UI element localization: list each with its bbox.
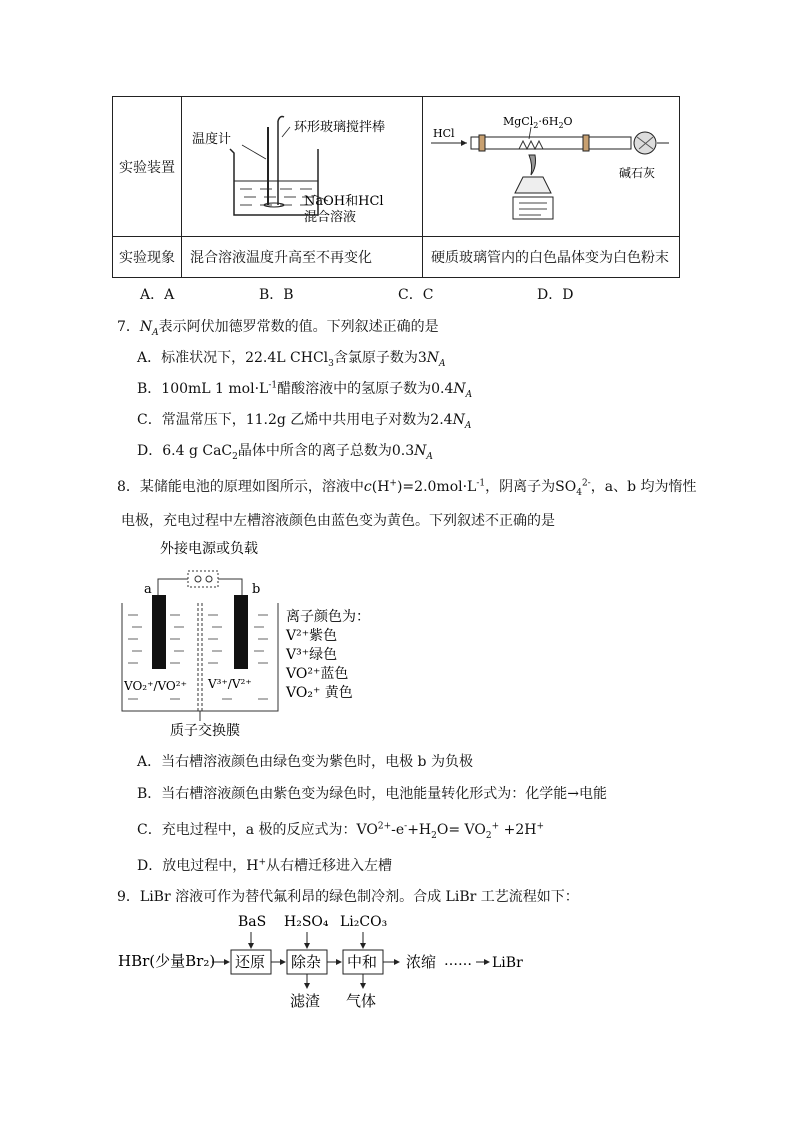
calorimeter-apparatus: [182, 97, 423, 237]
flow-out-residue: 滤渣: [290, 992, 321, 1010]
flow-in-h2so4: H₂SO₄: [284, 914, 329, 930]
stirrer-label: 环形玻璃搅拌棒: [294, 120, 386, 135]
flow-out-gas: 气体: [346, 992, 377, 1010]
battery-diagram: [118, 535, 378, 740]
legend-vo2plus: VO₂⁺ 黄色: [286, 685, 353, 701]
power-label: 外接电源或负载: [160, 541, 258, 557]
electrode-a-label: a: [144, 582, 152, 597]
hcl-label: HCl: [433, 127, 455, 140]
membrane-label: 质子交换膜: [170, 723, 240, 739]
right-phenomenon: 硬质玻璃管内的白色晶体变为白色粉末: [423, 237, 680, 278]
q6-option-d: D．D: [537, 287, 574, 303]
left-ion-pair: VO₂⁺/VO²⁺: [124, 679, 187, 693]
flow-box-purify: 除杂: [291, 953, 322, 971]
flow-diagram: [116, 910, 536, 1010]
q9-stem: 9．LiBr 溶液可作为替代氟利昂的绿色制冷剂。合成 LiBr 工艺流程如下：: [117, 889, 579, 905]
left-phenomenon: 混合溶液温度升高至不再变化: [182, 237, 423, 278]
q8-option-a: A．当右槽溶液颜色由绿色变为紫色时，电极 b 为负极: [137, 754, 473, 770]
dehydration-diagram: [423, 97, 679, 232]
q7-stem: 7．$N_A$表示阿伏加德罗常数的值。下列叙述正确的是: [117, 319, 439, 338]
thermometer-label: 温度计: [192, 132, 232, 147]
q6-option-b: B．B: [259, 287, 294, 303]
q8-option-c: C．充电过程中，a 极的反应式为：$VO^{2+}-e^-+H_2O= VO_2^+ +2H^+$: [137, 821, 545, 841]
q8-stem-line2: 电极，充电过程中左槽溶液颜色由蓝色变为黄色。下列叙述不正确的是: [121, 513, 555, 529]
row-label-phenomenon: 实验现象: [113, 237, 182, 278]
q7-option-d: D．6.4 g CaC$_2$晶体中所含的离子总数为$0.3N_A$: [137, 443, 433, 462]
electrode-b-label: b: [252, 582, 261, 597]
experiment-table: [112, 96, 680, 278]
flow-box-reduce: 还原: [235, 953, 266, 971]
legend-v3: V³⁺绿色: [286, 647, 338, 663]
dehydration-apparatus: [423, 97, 680, 237]
legend-v2: V²⁺紫色: [286, 628, 338, 644]
flow-concentrate: 浓缩: [406, 953, 437, 971]
mgcl2-label: $MgCl_2\cdot 6H_2O$: [503, 115, 573, 130]
q6-option-a: A．A: [140, 287, 175, 303]
flow-start: HBr(少量Br₂): [118, 952, 216, 970]
q8-stem-line1: 8．某储能电池的原理如图所示，溶液中$c(H^+)=2.0mol\cdot L^{-1}$，阴离子为$SO_4^{2-}$，a、b 均为惰性: [117, 478, 697, 498]
q7-option-c: C．常温常压下，11.2g 乙烯中共用电子对数为$2.4N_A$: [137, 412, 472, 431]
solution-label-2: 混合溶液: [304, 210, 357, 225]
solution-label-1: NaOH和HCl: [304, 194, 384, 209]
right-ion-pair: V³⁺/V²⁺: [208, 677, 252, 691]
q8-option-b: B．当右槽溶液颜色由紫色变为绿色时，电池能量转化形式为：化学能→电能: [137, 786, 608, 802]
flow-in-bas: BaS: [238, 914, 267, 930]
row-label-apparatus: 实验装置: [113, 97, 182, 237]
q7-option-b: B．100mL 1 $mol\cdot L^{-1}$醋酸溶液中的氢原子数为$0.4N_A$: [137, 380, 473, 400]
soda-lime-label: 碱石灰: [619, 166, 656, 180]
calorimeter-diagram: [182, 97, 422, 232]
flow-end: LiBr: [492, 955, 523, 971]
flow-in-li2co3: Li₂CO₃: [340, 914, 388, 930]
legend-title: 离子颜色为：: [286, 609, 370, 625]
q6-option-c: C．C: [398, 287, 434, 303]
q7-option-a: A．标准状况下，22.4L CHCl$_3$含氯原子数为$3N_A$: [137, 350, 446, 369]
legend-vo2: VO²⁺蓝色: [286, 666, 349, 682]
flow-ellipsis: ……: [444, 953, 472, 969]
flow-box-neutralize: 中和: [347, 953, 378, 971]
q8-option-d: D．放电过程中，H+从右槽迁移进入左槽: [137, 857, 392, 874]
